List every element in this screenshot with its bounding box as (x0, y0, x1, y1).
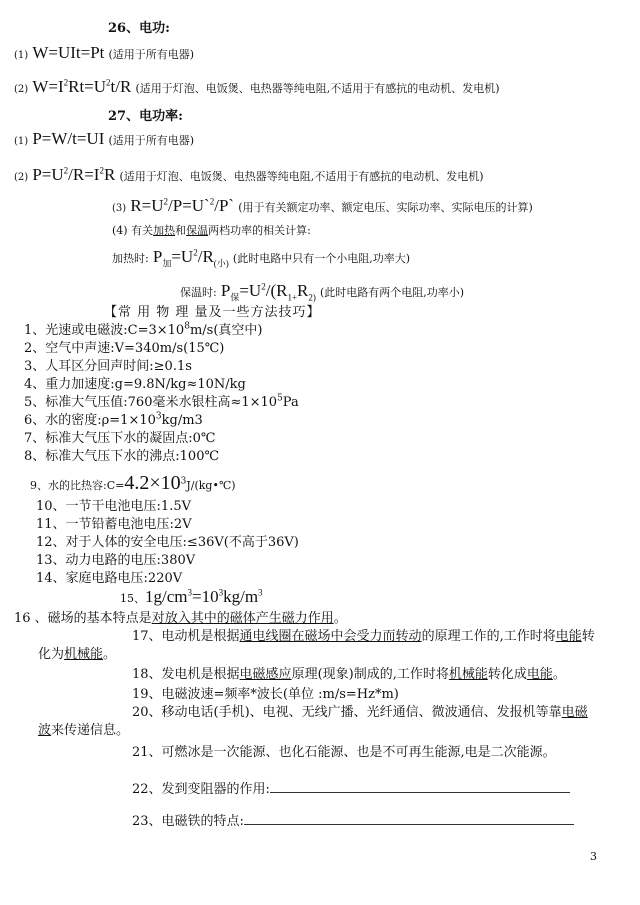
formula: W=UIt=Pt (32, 43, 105, 62)
formula: $P=U^2/R=I^2R$ (32, 165, 116, 184)
formula-number: (1) (14, 50, 29, 61)
section-26-title: 26、电功: (108, 21, 170, 36)
formula-note: (用于有关额定功率、额定电压、实际功率、实际电压的计算) (238, 201, 533, 214)
fact-18: 18、发电机是根据电磁感应原理(现象)制成的,工作时将机械能转化成电能。 (132, 667, 566, 682)
constant-9: 9、水的比热容$:C=4.2\times 10^3J/(kg•℃)$ (30, 472, 236, 494)
constant-13: 13、动力电路的电压:380V (36, 553, 196, 568)
sec27-item-4: (4) 有关加热和保温两档功率的相关计算: (112, 224, 311, 237)
formula: $W=I^2Rt=U^2t/R$ (32, 77, 132, 96)
formula: P=W/t=UI (32, 129, 105, 148)
answer-blank (244, 812, 574, 825)
fact-17-line-2: 化为机械能。 (38, 647, 117, 662)
formula-number: (2) (14, 84, 29, 95)
formula-note: (适用于所有电器) (108, 134, 195, 147)
page-number: 3 (590, 850, 597, 863)
constant-12: 12、对于人体的安全电压:≤36V(不高于36V) (36, 535, 299, 550)
fact-19: 19、电磁波速=频率*波长(单位 :m/s=Hz*m) (132, 687, 399, 702)
sec27-formula-3: (3) $R=U^2/P=U`^2/P`$ (用于有关额定功率、额定电压、实际功率、实际电压的计算) (112, 196, 533, 215)
fact-20-line-2: 波来传递信息。 (38, 723, 130, 738)
formula-note: (适用于所有电器) (108, 48, 195, 61)
constant-1: 1、光速或电磁波$:C=3\times 10^8m/s$(真空中) (24, 321, 263, 338)
formula-note: (适用于灯泡、电饭煲、电热器等纯电阻,不适用于有感抗的电动机、发电机) (119, 170, 484, 183)
fact-22: 22、发到变阻器的作用: (132, 780, 570, 799)
fact-16: 16 、磁场的基本特点是对放入其中的磁体产生磁力作用。 (14, 611, 347, 626)
constant-6: 6、水的密度$:\rho=1\times 10^3kg/m3$ (24, 411, 203, 428)
keeping-formula: 保温时: $P_保=U^2/(R_{1+}R_{2)}$ (此时电路有两个电阻,功率小) (180, 281, 465, 303)
constant-7: 7、标准大气压下水的凝固点:0℃ (24, 431, 216, 446)
constant-5: 5、标准大气压值:760毫米水银柱高$\approx 1\times 10^5Pa$ (24, 393, 299, 410)
constant-4: 4、重力加速度:g=9.8N/kg≈10N/kg (24, 377, 246, 392)
sec26-formula-2 (14, 78, 500, 99)
constants-header: 【常 用 物 理 量及一些方法技巧】 (104, 305, 321, 320)
fact-20: 20、移动电话(手机)、电视、无线广播、光纤通信、微波通信、发报机等靠电磁 (132, 705, 588, 720)
section-27-title: 27、电功率: (108, 109, 183, 124)
fact-23: 23、电磁铁的特点: (132, 812, 574, 831)
constant-11: 11、一节铅蓄电池电压:2V (36, 517, 192, 532)
constant-3: 3、人耳区分回声时间:≥0.1s (24, 359, 192, 374)
fact-21: 21、可燃冰是一次能源、也化石能源、也是不可再生能源,电是二次能源。 (132, 745, 556, 760)
formula: $R=U^2/P=U`^2/P`$ (130, 196, 235, 215)
constant-15: 15、$1g/cm^3=10^3kg/m^3$ (120, 587, 263, 606)
fact-17: 17、电动机是根据通电线圈在磁场中会受力而转动的原理工作的,工作时将电能转 (132, 629, 595, 644)
answer-blank (270, 780, 570, 793)
heating-formula: 加热时: $P_加=U^2/R_{(小)}$ (此时电路中只有一个小电阻,功率大) (112, 247, 411, 269)
sec27-formula-2: (2) $P=U^2/R=I^2R$ (适用于灯泡、电饭煲、电热器等纯电阻,不适用于有感抗的电动机、发电机) (14, 165, 484, 184)
constant-10: 10、一节干电池电压:1.5V (36, 499, 191, 514)
constant-14: 14、家庭电路电压:220V (36, 571, 183, 586)
formula-note: (适用于灯泡、电饭煲、电热器等纯电阻,不适用于有感抗的电动机、发电机) (135, 82, 500, 95)
sec26-formula-1 (14, 44, 194, 65)
constant-2: 2、空气中声速:V=340m/s(15℃) (24, 341, 225, 356)
constant-8: 8、标准大气压下水的沸点:100℃ (24, 449, 220, 464)
sec27-formula-1: (1) P=W/t=UI (适用于所有电器) (14, 129, 195, 148)
